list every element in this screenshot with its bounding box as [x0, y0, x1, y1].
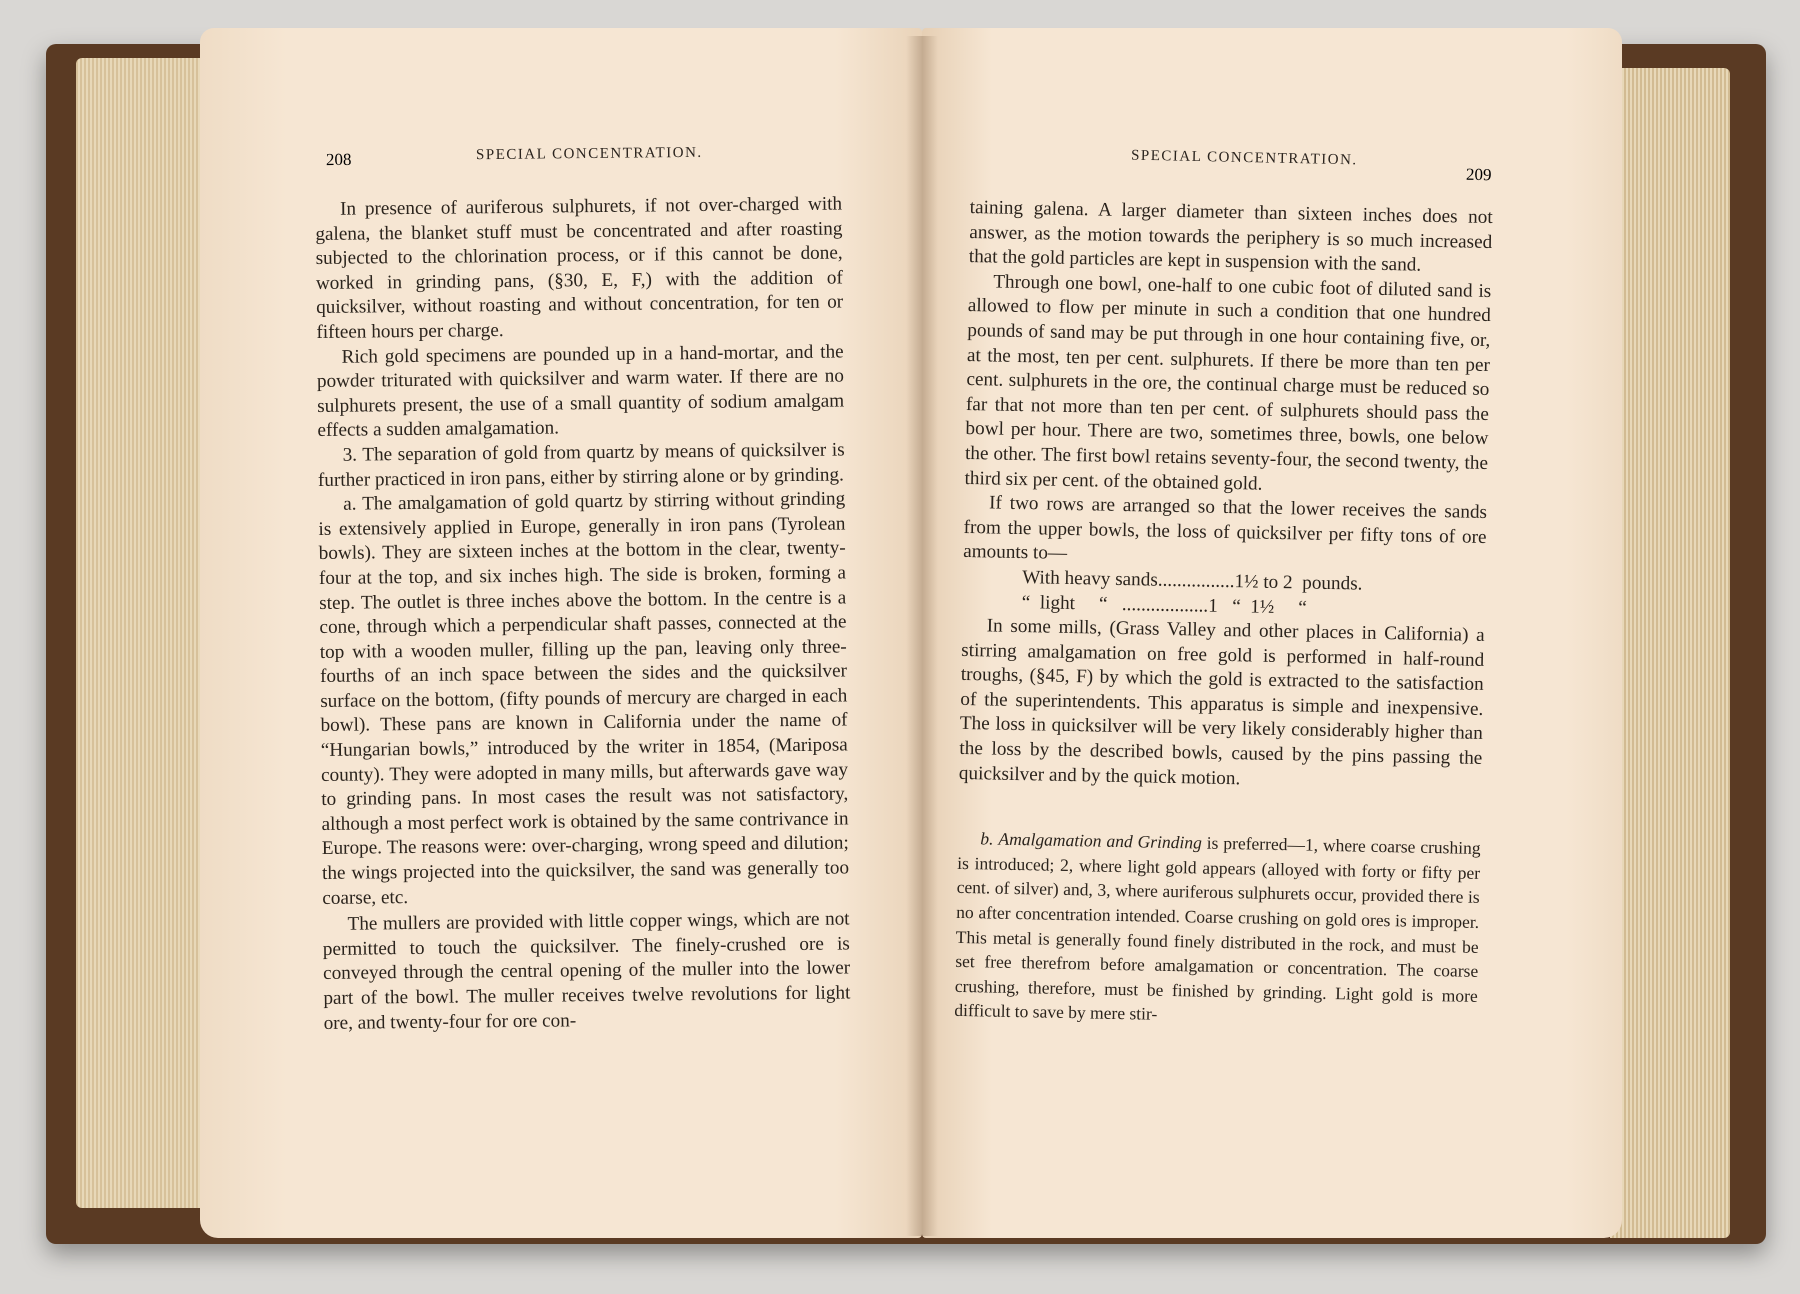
paragraph: a. The amalgamation of gold quartz by stirring without grinding is extensively applied in Europe, generally in iron pans (Tyrolean bowls). They are sixteen inches at the bottom in the clear, twenty-four at the top, and six inches high. The side is broken, forming a step. The outlet is three inches above the bottom. In the centre is a cone, through which a perpendicular shaft passes, connected at the top with a wooden muller, filling up the pan, leaving only three-fourths of an inch space between the sides and the quicksilver surface on the bottom, (fifty pounds of mercury are charged in each bowl). These pans are known in California under the name of “Hungarian bowls,” introduced by the writer in 1854, (Mariposa county). They were adopted in many mills, but afterwards gave way to grinding pans. In most cases the result was not satisfactory, although a most perfect work is obtained by the same contrivance in Europe. The reasons were: over-charging, wrong speed and dilution; the wings projected into the quicksilver, the sand was generally too coarse, etc. [318, 488, 850, 909]
page-edges-right [1610, 68, 1730, 1238]
right-page-body [954, 196, 1493, 1033]
paragraph: taining galena. A larger diameter than sixteen inches does not answer, as the motion towards the periphery is so much increased that the gold particles are kept in suspension with the sand. [968, 196, 1493, 276]
page-edges-left [76, 58, 206, 1208]
paragraph-b [954, 826, 1481, 1033]
section-heading: Amalgamation and Grinding [998, 828, 1203, 853]
running-head-right: SPECIAL CONCENTRATION. [1130, 147, 1358, 169]
paragraph: In presence of auriferous sulphurets, if not over-charged with galena, the blanket stuff must be concentrated and after roasting subjected to the chlorination process, or if this cannot be done, worked in grinding pans, (§30, E, F,) with the addition of quicksilver, without roasting and without concentration, for ten or fifteen hours per charge. [315, 193, 844, 343]
page-number-right: 209 [1465, 164, 1492, 185]
page-number-left: 208 [325, 149, 352, 170]
paragraph: 3. The separation of gold from quartz by means of quicksilver is further practiced in iron pans, either by stirring alone or by grinding. [317, 439, 845, 491]
paragraph: If two rows are arranged so that the lower receives the sands from the upper bowls, the loss of quicksilver per fifty tons of ore amounts to— [962, 492, 1488, 565]
left-page-body [315, 192, 851, 1036]
section-label: b. [980, 828, 994, 849]
paragraph: In some mills, (Grass Valley and other places in California) a stirring amalgamation on free gold is performed in half-round troughs, (§45, F) by which the gold is extracted to the satisfaction of the superintendents. This apparatus is simple and inexpensive. The loss in quicksilver will be very likely considerably higher than the loss by the described bowls, caused by the pins passing the quicksilver and by the quick motion. [958, 615, 1485, 789]
paragraph: Through one bowl, one-half to one cubic foot of diluted sand is allowed to flow per minute in such a condition that one hundred pounds of sand may be put through in one hour containing five, or, at the most, ten per cent. sulphurets. If there be more than ten per cent. sulphurets in the ore, the continual charge must be reduced so far that not more than ten per cent. of sulphurets should pass the bowl per hour. There are two, sometimes three, bowls, one below the other. The first bowl retains seventy-four, the second twenty, the third six per cent. of the obtained gold. [964, 271, 1492, 495]
running-head-left: SPECIAL CONCENTRATION. [475, 144, 703, 164]
paragraph: Rich gold specimens are pounded up in a hand-mortar, and the powder triturated with quicksilver and warm water. If there are no sulphurets present, the use of a small quantity of sodium amalgam effects a sudden amalgamation. [316, 341, 845, 442]
section-body: is preferred—1, where coarse crushing is introduced; 2, where light gold appears (alloyed with forty or fifty per cent. of silver) and, 3, where auriferous sulphurets occur, provided there is no after concentration intended. Coarse crushing on gold ores is improper. This metal is generally found finely distributed in the rock, and must be set free therefrom before amalgamation or concentration. The coarse crushing, therefore, must be finished by grinding. Light gold is more difficult to save by mere stir- [954, 832, 1481, 1025]
loss-table-row: With heavy sands................1½ to 2 pounds. [1021, 566, 1363, 595]
loss-table-row: “ light “ ..................1 “ 1½ “ [1021, 591, 1307, 619]
paragraph: The mullers are provided with little copper wings, which are not permitted to touch the quicksilver. The finely-crushed ore is conveyed through the central opening of the muller into the lower part of the bowl. The muller receives twelve revolutions for light ore, and twenty-four for ore con- [322, 908, 851, 1034]
